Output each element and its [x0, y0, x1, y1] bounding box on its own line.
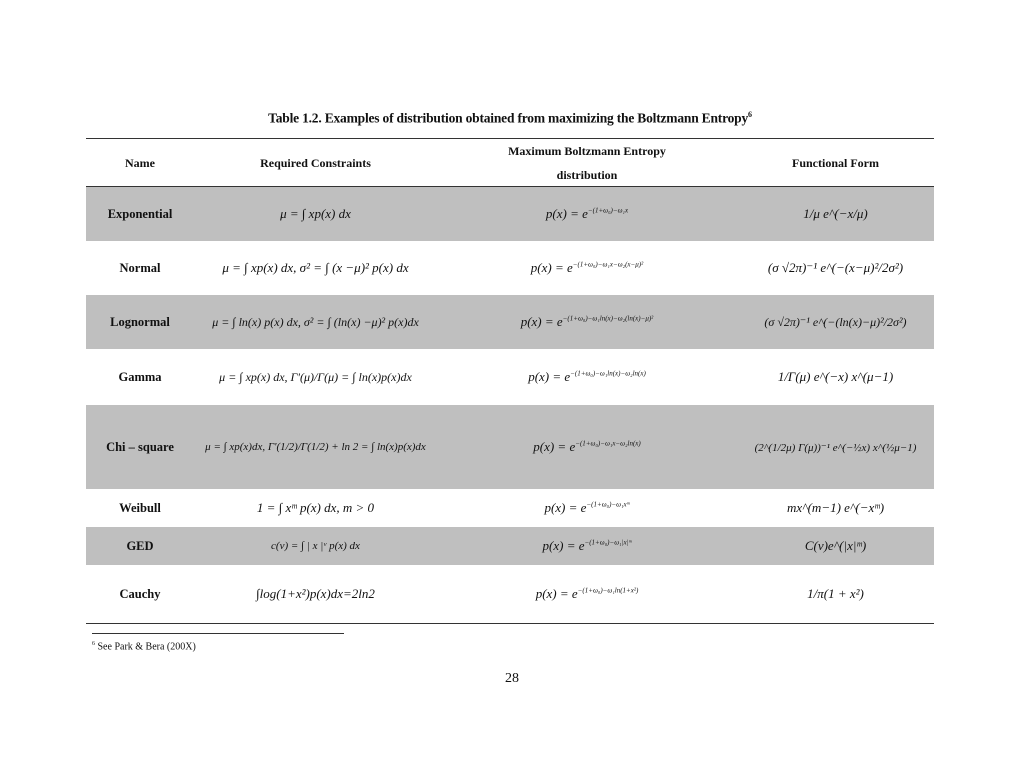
row-functional-form: 1/μ e^(−x/μ) [803, 206, 868, 221]
header-functional-form: Functional Form [792, 155, 879, 170]
row-distribution: $p(x) = e^{-(1+\omega_0)-\omega_1x-\omega_2(x-\mu)^2}$ [530, 260, 644, 275]
header-name: Name [125, 155, 155, 170]
table-row [86, 405, 934, 489]
table-row [86, 349, 934, 405]
row-functional-form: (σ √2π)⁻¹ e^(−(ln(x)−μ)²/2σ²) [764, 314, 907, 329]
table-header-row [86, 139, 934, 187]
distribution-table [86, 138, 934, 624]
footnote-text: See Park & Bera (200X) [97, 641, 196, 653]
row-functional-form: C(v)e^(|x|ᵐ) [804, 538, 867, 553]
row-name: Weibull [119, 500, 161, 515]
footnote-divider [92, 633, 344, 634]
row-distribution: $p(x) = e^{-(1+\omega_0)-\omega_1x}$ [545, 206, 629, 221]
page-number: 28 [505, 671, 519, 686]
row-functional-form: (σ √2π)⁻¹ e^(−(x−μ)²/2σ²) [767, 260, 904, 275]
row-distribution: $p(x) = e^{-(1+\omega_0)-\omega_1|x|ᵐ}$ [542, 538, 632, 553]
row-distribution: $p(x) = e^{-(1+\omega_0)-\omega_1xᵐ}$ [544, 500, 630, 515]
table-title-text: Table 1.2. Examples of distribution obtained from maximizing the Boltzmann Entropy [268, 110, 749, 126]
row-functional-form: mx^(m−1) e^(−xᵐ) [786, 500, 885, 515]
row-constraints: μ = ∫ ln(x) p(x) dx, σ² = ∫ (ln(x) −μ)² p(x)dx [212, 314, 419, 329]
footnote-mark: 6 [92, 641, 95, 647]
row-name: GED [126, 538, 154, 553]
row-distribution: $p(x) = e^{-(1+\omega_0)-\omega_1x-\omega_2ln(x)}$ [533, 439, 641, 454]
row-functional-form: (2^(1/2μ) Γ(μ))⁻¹ e^(−½x) x^(½μ−1) [754, 441, 917, 454]
table-row [86, 527, 934, 565]
row-functional-form: 1/Γ(μ) e^(−x) x^(μ−1) [777, 369, 894, 384]
row-constraints: μ = ∫ xp(x) dx, Γ'(μ)/Γ(μ) = ∫ ln(x)p(x)dx [219, 369, 412, 384]
row-distribution: $p(x) = e^{-(1+\omega_0)-\omega_1ln(1+x^2)}$ [535, 586, 639, 601]
footnote [92, 641, 196, 652]
row-constraints: c(v) = ∫ | x |ᵛ p(x) dx [271, 540, 360, 552]
row-constraints: 1 = ∫ xᵐ p(x) dx, m > 0 [256, 500, 375, 515]
row-functional-form: 1/π(1 + x²) [807, 586, 864, 601]
table-title [86, 110, 934, 127]
row-name: Cauchy [119, 586, 161, 601]
row-constraints: μ = ∫ xp(x) dx [280, 206, 351, 221]
header-constraints: Required Constraints [260, 155, 371, 170]
table-row [86, 295, 934, 349]
row-name: Normal [119, 260, 161, 275]
row-constraints: μ = ∫ xp(x)dx, Γ'(1/2)/Γ(1/2) + ln 2 = ∫ ln(x)p(x)dx [205, 441, 426, 453]
table-title-footnote-mark: 6 [748, 110, 752, 119]
row-constraints: ∫log(1+x²)p(x)dx=2ln2 [256, 586, 375, 601]
table-row [86, 187, 934, 241]
table-row [86, 241, 934, 295]
row-constraints: μ = ∫ xp(x) dx, σ² = ∫ (x −μ)² p(x) dx [222, 260, 409, 275]
row-name: Lognormal [110, 314, 170, 329]
table-row [86, 489, 934, 527]
row-distribution: $p(x) = e^{-(1+\omega_0)-\omega_1ln(x)-\omega_2ln(x)}$ [528, 369, 646, 384]
row-distribution: $p(x) = e^{-(1+\omega_0)-\omega_1ln(x)-\omega_2(ln(x)-\mu)^2}$ [520, 314, 654, 329]
row-name: Gamma [118, 369, 162, 384]
row-name: Exponential [107, 206, 173, 221]
header-distribution: Maximum Boltzmann Entropy distribution [508, 143, 666, 182]
table-row [86, 565, 934, 623]
row-name: Chi – square [106, 439, 174, 454]
